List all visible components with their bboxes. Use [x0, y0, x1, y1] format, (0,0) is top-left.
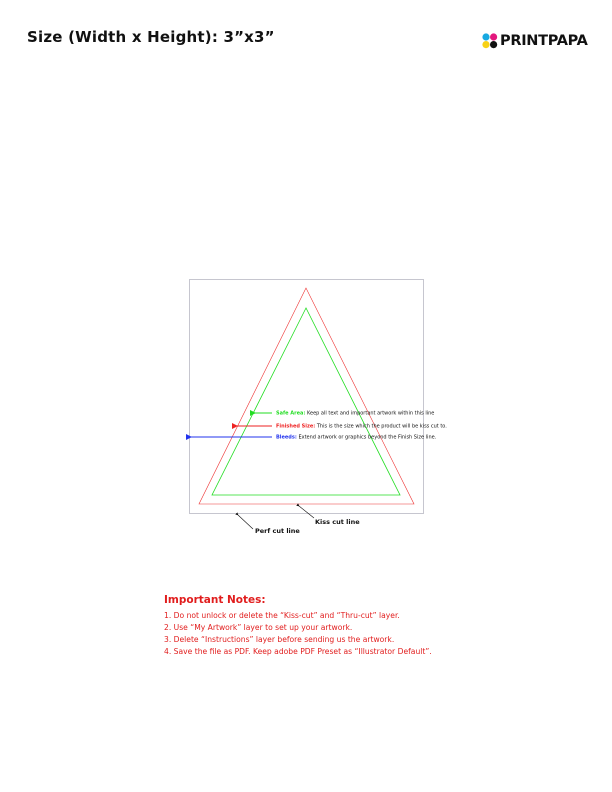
kiss-cut-label: Kiss cut line — [315, 518, 360, 526]
important-notes — [164, 594, 432, 658]
logo-text: PRINTPAPA — [500, 32, 588, 49]
finished-size-name: Finished Size: — [276, 423, 316, 430]
note-item: 3. Delete “Instructions” layer before sending us the artwork. — [164, 635, 395, 644]
size-title: Size (Width x Height): 3”x3” — [27, 28, 275, 46]
perf-cut-label: Perf cut line — [255, 527, 300, 535]
bleeds-name: Bleeds: — [276, 434, 297, 441]
safe-area-desc: Keep all text and important artwork within this line — [305, 410, 435, 417]
note-item: 1. Do not unlock or delete the “Kiss-cut” and “Thru-cut” layer. — [164, 611, 400, 620]
finished-size-desc: This is the size which the product will be kiss cut to. — [315, 423, 447, 430]
note-item: 2. Use “My Artwork” layer to set up your artwork. — [164, 623, 353, 632]
safe-area-name: Safe Area: — [276, 410, 306, 417]
perf-cut-arrow — [238, 515, 253, 529]
kiss-cut-arrow — [299, 506, 314, 518]
finished-size-triangle — [199, 288, 414, 504]
bleed-box — [190, 280, 424, 514]
finished-size-label — [276, 424, 447, 430]
notes-title: Important Notes: — [164, 594, 266, 606]
safe-area-triangle — [212, 308, 400, 495]
bleeds-desc: Extend artwork or graphics beyond the Finish Size line. — [296, 434, 437, 441]
note-item: 4. Save the file as PDF. Keep adobe PDF Preset as “Illustrator Default”. — [164, 647, 432, 656]
safe-area-label — [276, 411, 434, 417]
notes-list — [164, 610, 432, 658]
bleeds-label — [276, 435, 437, 441]
